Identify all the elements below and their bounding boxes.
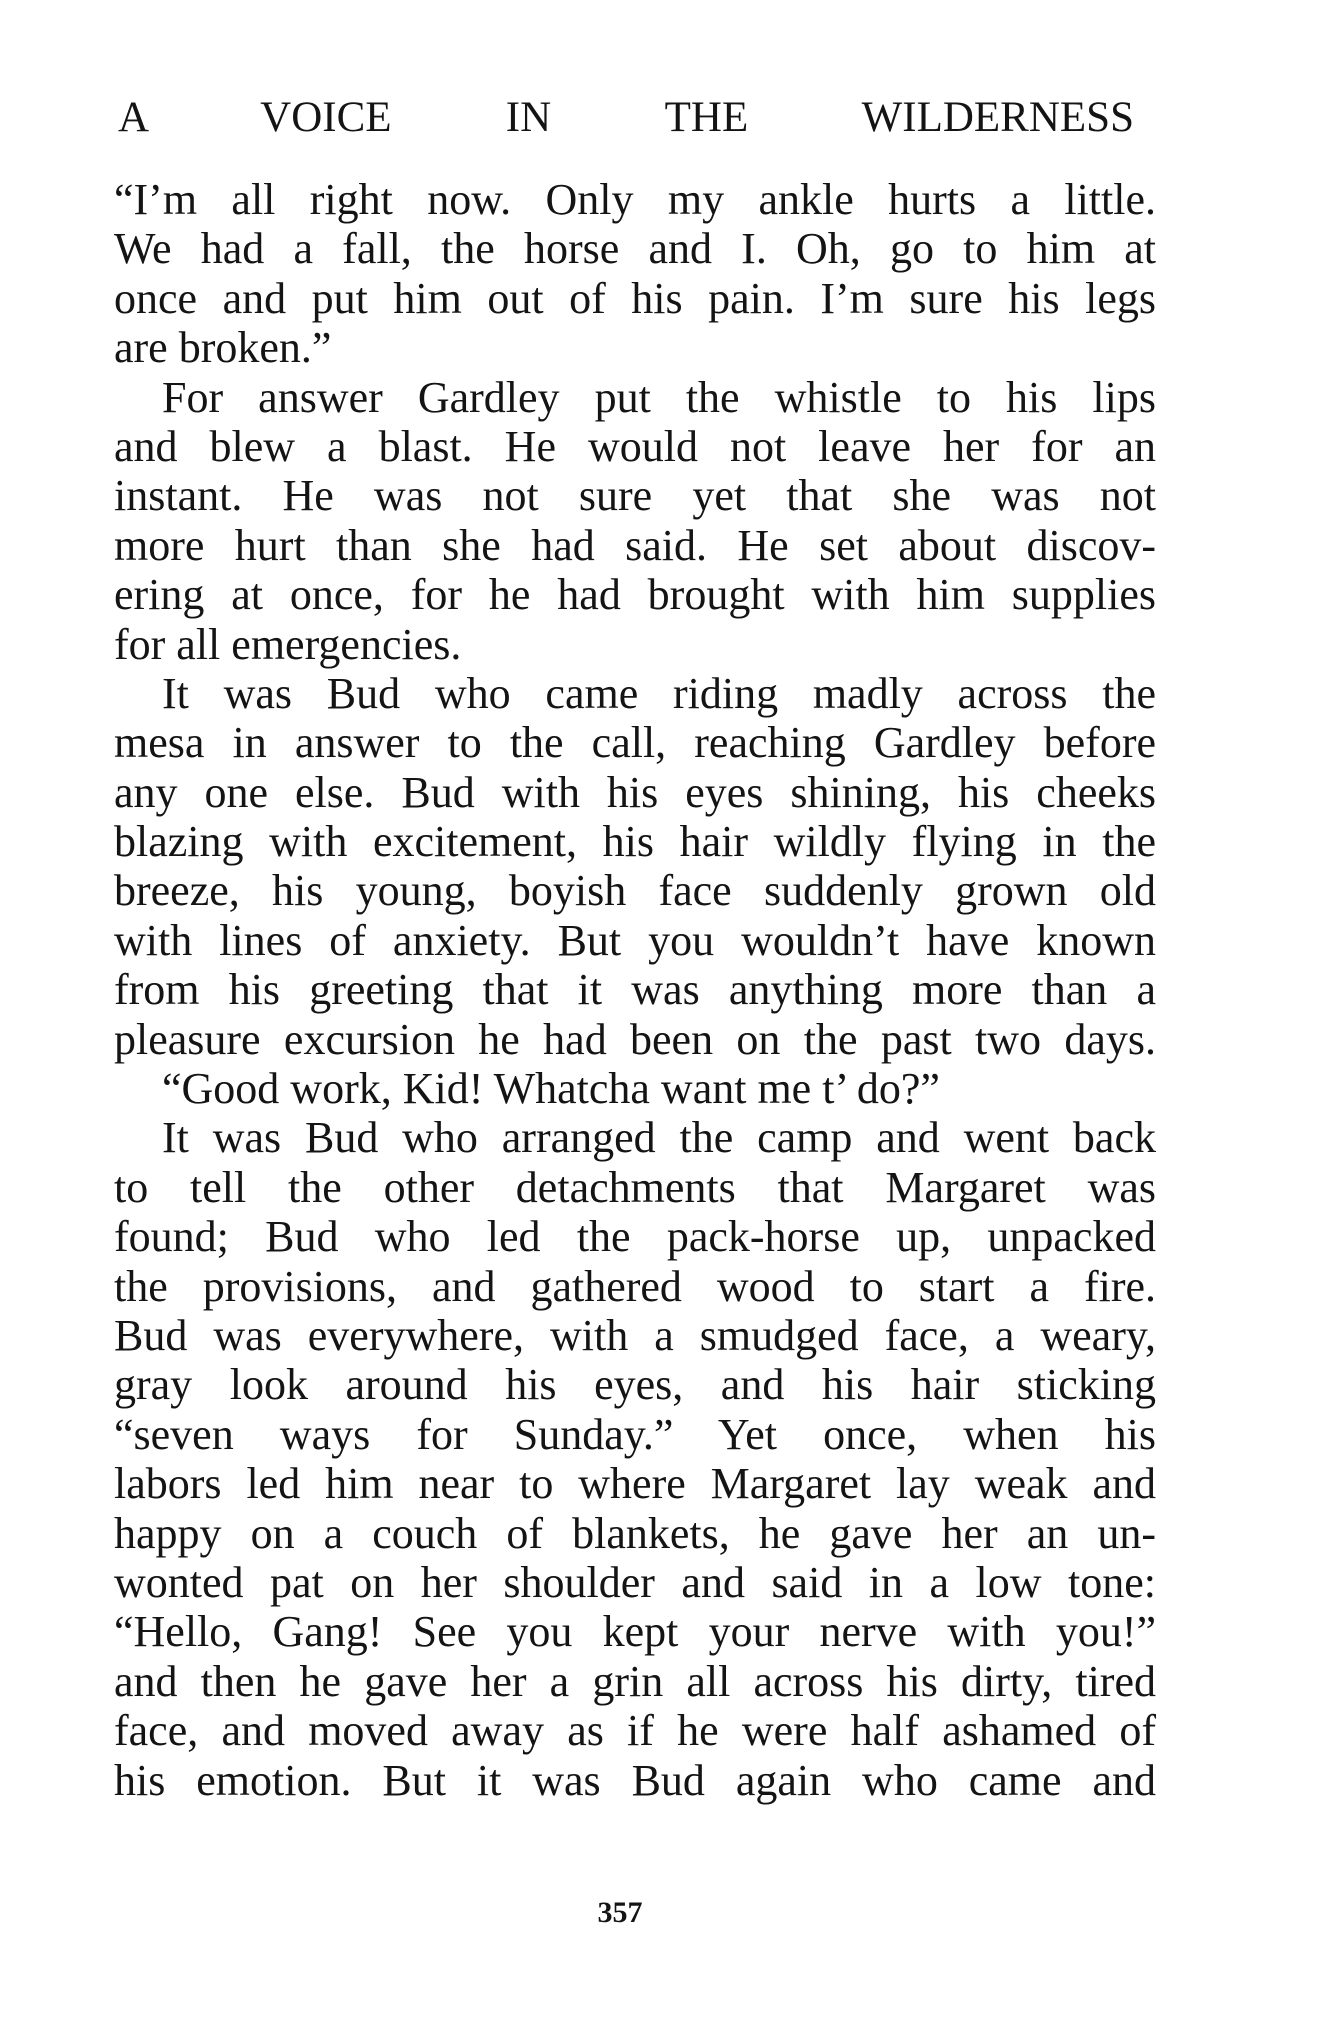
text-line: It was Bud who came riding madly across the (162, 668, 1156, 718)
text-line: “Hello, Gang! See you kept your nerve with you!” (114, 1607, 1156, 1657)
text-line: are broken.” (114, 323, 332, 373)
text-line: It was Bud who arranged the camp and went back (162, 1113, 1156, 1163)
text-line: his emotion. But it was Bud again who came and (114, 1755, 1156, 1805)
page-number: 357 (597, 1896, 643, 1929)
text-line: once and put him out of his pain. I’m sure his legs (114, 273, 1156, 323)
text-line: We had a fall, the horse and I. Oh, go to him at (114, 224, 1156, 274)
text-line: “Good work, Kid! Whatcha want me t’ do?” (162, 1064, 940, 1114)
text-line: wonted pat on her shoulder and said in a low tone: (114, 1557, 1156, 1607)
text-line: any one else. Bud with his eyes shining, his cheeks (114, 767, 1156, 817)
text-line: gray look around his eyes, and his hair sticking (114, 1360, 1156, 1410)
text-line: and then he gave her a grin all across his dirty, tired (114, 1656, 1156, 1706)
body-text (114, 175, 1156, 1805)
text-line: labors led him near to where Margaret lay weak and (114, 1459, 1156, 1509)
text-line: more hurt than she had said. He set about discov- (114, 520, 1156, 570)
text-line: blazing with excitement, his hair wildly flying in the (114, 817, 1156, 867)
text-line: happy on a couch of blankets, he gave her an un- (114, 1508, 1156, 1558)
text-line: with lines of anxiety. But you wouldn’t have known (114, 915, 1156, 965)
text-line: “I’m all right now. Only my ankle hurts a little. (114, 175, 1156, 224)
text-line: For answer Gardley put the whistle to his lips (162, 372, 1156, 422)
text-line: instant. He was not sure yet that she was not (114, 471, 1156, 521)
text-line: to tell the other detachments that Margaret was (114, 1162, 1156, 1212)
text-line: for all emergencies. (114, 619, 462, 669)
text-line: “seven ways for Sunday.” Yet once, when his (114, 1409, 1156, 1459)
text-line: Bud was everywhere, with a smudged face, a weary, (114, 1310, 1156, 1360)
text-line: mesa in answer to the call, reaching Gardley before (114, 718, 1156, 768)
text-line: ering at once, for he had brought with him supplies (114, 570, 1156, 620)
running-head: A VOICE IN THE WILDERNESS (118, 94, 1134, 141)
text-line: pleasure excursion he had been on the past two days. (114, 1014, 1156, 1064)
text-line: from his greeting that it was anything more than a (114, 965, 1156, 1015)
text-line: breeze, his young, boyish face suddenly grown old (114, 866, 1156, 916)
text-line: found; Bud who led the pack-horse up, unpacked (114, 1212, 1156, 1262)
text-line: face, and moved away as if he were half ashamed of (114, 1706, 1156, 1756)
text-line: the provisions, and gathered wood to start a fire. (114, 1261, 1156, 1311)
text-line: and blew a blast. He would not leave her for an (114, 421, 1156, 471)
